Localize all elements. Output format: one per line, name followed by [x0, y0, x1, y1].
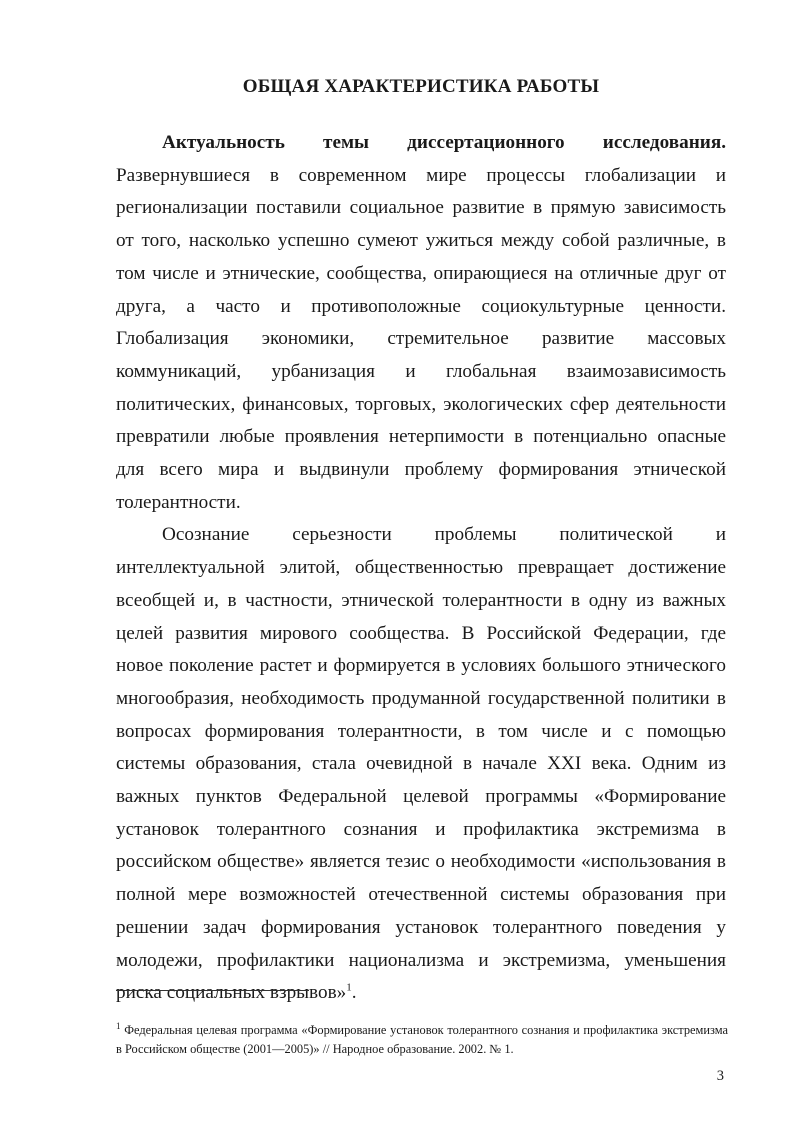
paragraph-text: Осознание серьезности проблемы политической и интеллектуальной элитой, общественностью превращает достижение всеобщей и, в частности, этнической толерантности в одну из важных целей развития мирового сообщества. В Российской Федерации, где новое поколение растет и формируется в условиях большого этнического многообразия, необходимость продуманной государственной политики в вопросах формирования толерантности, в том числе и с помощью системы образования, стала очевидной в начале XXI века. Одним из важных пунктов Федеральной целевой программы «Формирование установок толерантного сознания и профилактика экстремизма в российском обществе» является тезис о необходимости «использования в полной мере возможностей отечественной системы образования при решении задач формирования установок толерантного поведения у молодежи, профилактики национализма и экстремизма, уменьшения риска социальных взрывов»: [116, 524, 726, 1004]
page-number: 3: [716, 1068, 724, 1084]
body-text: [116, 127, 726, 1010]
footnote-text: Федеральная целевая программа «Формирование установок толерантного сознания и профилактика экстремизма в Российском обществе (2001—2005)» // Народное образование. 2002. № 1.: [116, 1023, 728, 1056]
page-title: ОБЩАЯ ХАРАКТЕРИСТИКА РАБОТЫ: [242, 76, 600, 97]
paragraph-awareness: [116, 519, 726, 1010]
footnote-mark: 1: [116, 1020, 121, 1031]
paragraph-relevance: [116, 127, 726, 519]
paragraph-text: Развернувшиеся в современном мире процессы глобализации и регионализации поставили социальное развитие в прямую зависимость от того, насколько успешно сумеют ужиться между собой различные, в том числе и этнические, сообщества, опирающиеся на отличные друг от друга, а часто и противоположные социокультурные ценности. Глобализация экономики, стремительное развитие массовых коммуникаций, урбанизация и глобальная взаимозависимость политических, финансовых, торговых, экологических сфер деятельности превратили любые проявления нетерпимости в потенциально опасные для всего мира и выдвинули проблему формирования этнической толерантности.: [116, 164, 726, 513]
footnote-reference[interactable]: 1: [346, 981, 352, 994]
footnote-divider: [116, 990, 309, 991]
paragraph-lead: Актуальность темы диссертационного исследования.: [162, 132, 726, 153]
footnote: [116, 1021, 728, 1059]
paragraph-tail: .: [351, 982, 357, 1004]
